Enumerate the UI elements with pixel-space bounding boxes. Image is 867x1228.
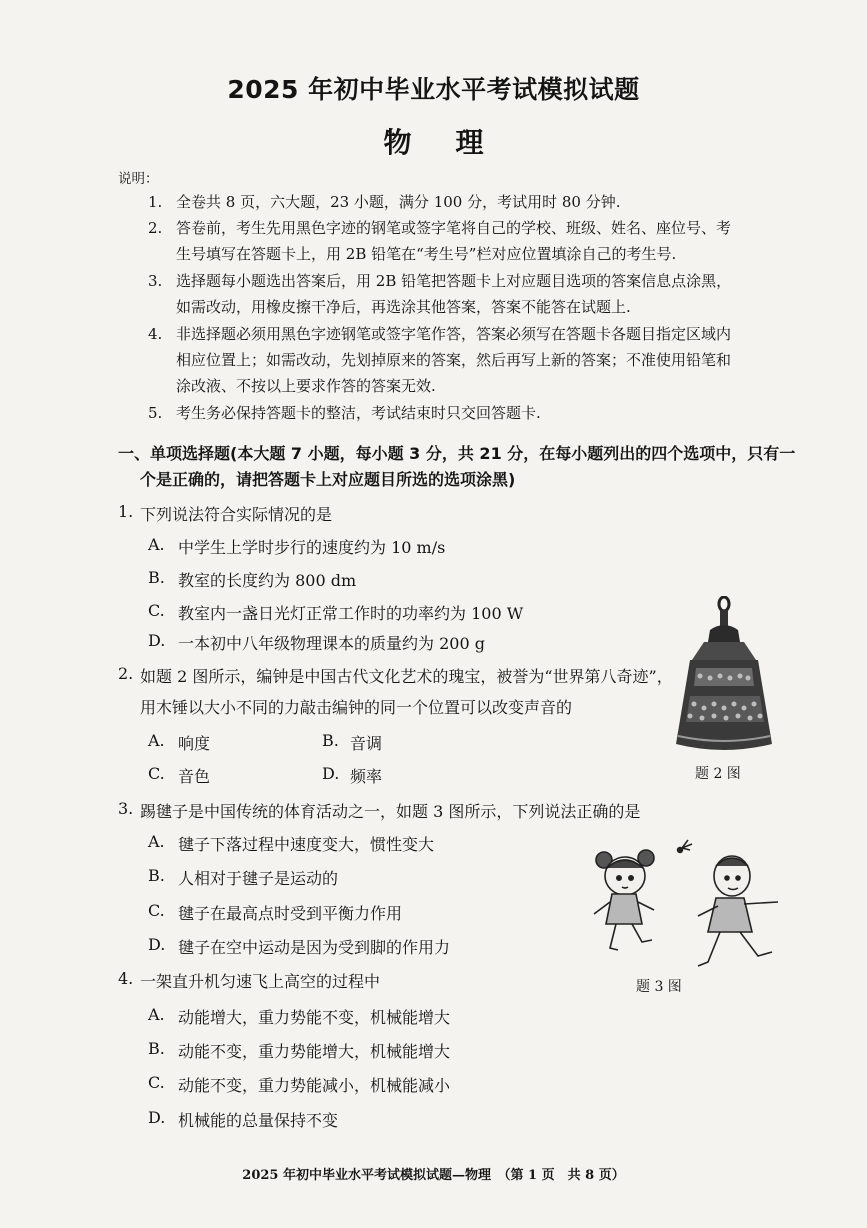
note-number: 3. <box>148 272 163 290</box>
option-a <box>0 1005 600 1027</box>
note-item <box>0 321 867 399</box>
option-c <box>0 901 600 923</box>
question-number: 2. <box>118 664 134 683</box>
option-a <box>0 832 600 854</box>
option-text: 教室内一盏日光灯正常工作时的功率约为 100 W <box>178 604 524 623</box>
note-line: 相应位置上；如需改动，先划掉原来的答案，然后再写上新的答案；不准使用铅笔和 <box>176 351 732 369</box>
option-text: 动能不变，重力势能增大，机械能增大 <box>178 1042 451 1061</box>
option-text: 音色 <box>178 767 211 786</box>
note-line: 如需改动，用橡皮擦干净后，再选涂其他答案，答案不能答在试题上. <box>176 298 631 316</box>
question-4 <box>0 969 600 991</box>
section-heading: 一、单项选择题(本大题 7 小题，每小题 3 分，共 21 分，在每小题列出的四个选项中，只有一 <box>118 444 796 463</box>
note-item <box>0 400 867 426</box>
question-number: 3. <box>118 799 134 818</box>
option-letter: D. <box>148 935 166 954</box>
shuttlecock-kids-figure <box>582 836 802 976</box>
option-d <box>0 631 700 653</box>
question-number: 1. <box>118 502 134 521</box>
option-text: 一本初中八年级物理课本的质量约为 200 g <box>178 634 485 653</box>
question-number: 4. <box>118 969 134 988</box>
note-line: 涂改液、不按以上要求作答的答案无效. <box>176 377 436 395</box>
option-text: 人相对于毽子是运动的 <box>178 869 339 888</box>
option-letter: C. <box>148 1073 165 1092</box>
option-text: 毽子下落过程中速度变大，惯性变大 <box>178 835 435 854</box>
option-letter: A. <box>148 535 165 554</box>
page-title: 2025 年初中毕业水平考试模拟试题 <box>227 75 640 104</box>
note-number: 1. <box>148 193 163 211</box>
question-stem: 踢毽子是中国传统的体育活动之一，如题 3 图所示，下列说法正确的是 <box>140 802 641 821</box>
option-letter: B. <box>148 866 165 885</box>
option-letter: A. <box>148 1005 165 1024</box>
note-line: 非选择题必须用黑色字迹钢笔或签字笔作答，答案必须写在答题卡各题目指定区域内 <box>176 325 732 343</box>
option-c <box>0 601 700 623</box>
note-item <box>0 215 867 267</box>
note-line: 答卷前，考生先用黑色字迹的钢笔或签字笔将自己的学校、班级、姓名、座位号、考 <box>176 219 732 237</box>
option-b <box>0 731 640 753</box>
option-letter: C. <box>148 764 165 783</box>
option-text: 毽子在最高点时受到平衡力作用 <box>178 904 403 923</box>
note-number: 4. <box>148 325 163 343</box>
note-line: 选择题每小题选出答案后，用 2B 铅笔把答题卡上对应题目选项的答案信息点涂黑， <box>176 272 732 290</box>
note-line: 考生务必保持答题卡的整洁，考试结束时只交回答题卡. <box>176 404 541 422</box>
question-stem: 如题 2 图所示，编钟是中国古代文化艺术的瑰宝，被誉为“世界第八奇迹”， <box>140 667 673 686</box>
notes-label: 说明： <box>118 171 159 187</box>
question-stem: 用木锤以大小不同的力敲击编钟的同一个位置可以改变声音的 <box>140 698 573 717</box>
option-letter: C. <box>148 601 165 620</box>
option-letter: B. <box>148 568 165 587</box>
section-heading-cont: 个是正确的，请把答题卡上对应题目所选的选项涂黑) <box>140 470 516 489</box>
bianzhong-bell-figure <box>660 596 790 756</box>
option-text: 毽子在空中运动是因为受到脚的作用力 <box>178 938 451 957</box>
note-item <box>0 189 867 215</box>
option-a <box>0 535 700 557</box>
subject-title: 物理 <box>383 126 528 159</box>
option-d <box>0 935 600 957</box>
option-letter: D. <box>148 631 166 650</box>
note-number: 5. <box>148 404 163 422</box>
option-b <box>0 568 700 590</box>
note-line: 生号填写在答题卡上，用 2B 铅笔在“考生号”栏对应位置填涂自己的考生号. <box>176 245 677 263</box>
option-text: 音调 <box>350 734 383 753</box>
figure-3-caption: 题 3 图 <box>636 979 682 995</box>
option-letter: B. <box>148 1039 165 1058</box>
option-text: 教室的长度约为 800 dm <box>178 571 357 590</box>
option-letter: C. <box>148 901 165 920</box>
option-letter: B. <box>322 731 339 750</box>
option-letter: A. <box>148 731 165 750</box>
note-number: 2. <box>148 219 163 237</box>
option-text: 频率 <box>350 767 383 786</box>
option-text: 机械能的总量保持不变 <box>178 1111 339 1130</box>
option-letter: A. <box>148 832 165 851</box>
note-line: 全卷共 8 页，六大题，23 小题，满分 100 分，考试用时 80 分钟. <box>176 193 621 211</box>
option-d <box>0 1108 600 1130</box>
question-stem: 下列说法符合实际情况的是 <box>140 505 333 524</box>
note-item <box>0 268 867 320</box>
figure-2-caption: 题 2 图 <box>695 766 741 782</box>
option-text: 动能增大，重力势能不变，机械能增大 <box>178 1008 451 1027</box>
option-text: 响度 <box>178 734 211 753</box>
option-b <box>0 1039 600 1061</box>
page-footer: 2025 年初中毕业水平考试模拟试题—物理 （第 1 页 共 8 页） <box>242 1168 625 1183</box>
option-c <box>0 1073 600 1095</box>
question-1 <box>0 502 867 524</box>
question-stem: 一架直升机匀速飞上高空的过程中 <box>140 972 381 991</box>
question-3 <box>0 799 867 821</box>
option-letter: D. <box>322 764 340 783</box>
option-b <box>0 866 600 888</box>
option-text: 中学生上学时步行的速度约为 10 m/s <box>178 538 446 557</box>
option-d <box>0 764 640 786</box>
option-letter: D. <box>148 1108 166 1127</box>
option-text: 动能不变，重力势能减小，机械能减小 <box>178 1076 451 1095</box>
